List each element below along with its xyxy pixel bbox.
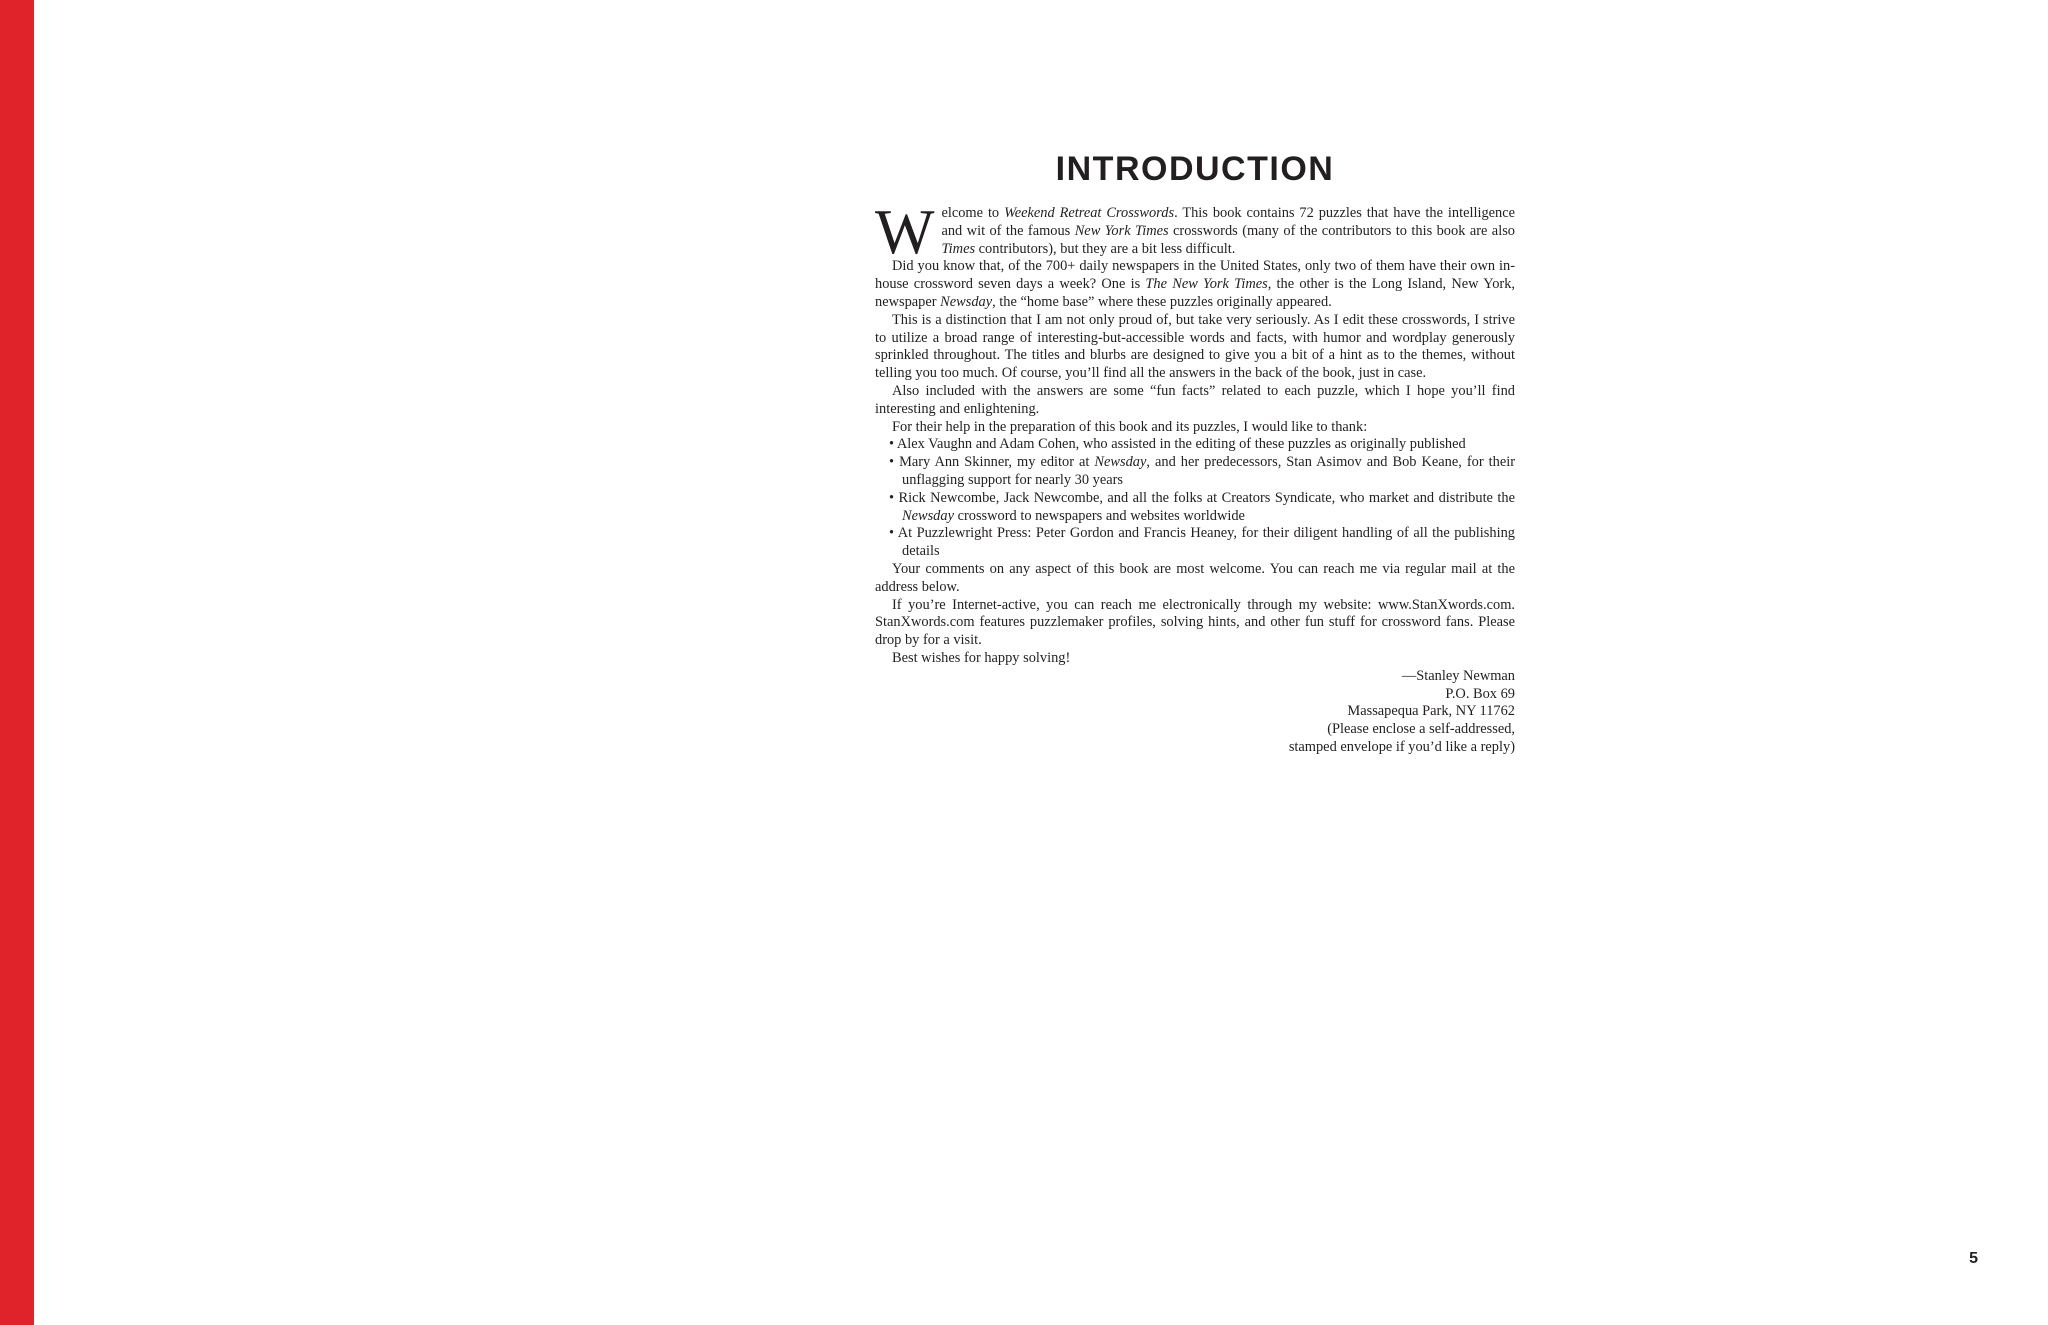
bullet-item — [875, 490, 1515, 526]
text-run: , the “home base” where these puzzles originally appeared. — [992, 293, 1332, 310]
text-run: crosswords (many of the contributors to this book are also — [1168, 222, 1515, 239]
paragraph — [875, 312, 1515, 383]
paragraph — [875, 419, 1515, 437]
text-run: For their help in the preparation of this book and its puzzles, I would like to thank: — [892, 418, 1368, 435]
page-title: INTRODUCTION — [1055, 150, 1335, 188]
signature-block — [875, 668, 1515, 757]
italic-text: Weekend Retreat Crosswords — [1004, 205, 1175, 221]
signature-po-box: P.O. Box 69 — [1445, 685, 1515, 702]
bullet-marker: • — [889, 525, 898, 542]
paragraph — [875, 597, 1515, 650]
text-run: Also included with the answers are some “fun facts” related to each puzzle, which I hope you’ll find interesting and enlightening. — [875, 382, 1515, 417]
text-run: At Puzzlewright Press: Peter Gordon and Francis Heaney, for their diligent handling of all the publishing details — [897, 525, 1515, 560]
signature-note-line1: (Please enclose a self-addressed, — [1327, 721, 1515, 738]
signature-city: Massapequa Park, NY 11762 — [1347, 703, 1515, 720]
italic-text: Newsday — [1094, 454, 1147, 471]
italic-text: Newsday — [902, 507, 954, 524]
intro-page — [875, 150, 1515, 757]
text-run: Best wishes for happy solving! — [892, 649, 1071, 666]
text-run: Rick Newcombe, Jack Newcombe, and all the folks at Creators Syndicate, who market and distribute the — [898, 489, 1515, 506]
italic-text: Newsday — [940, 293, 993, 310]
signature-name: —Stanley Newman — [1401, 667, 1515, 684]
intro-body — [875, 197, 1516, 668]
paragraph — [875, 197, 1516, 267]
bullet-marker: • — [889, 436, 897, 453]
left-page-blank — [34, 0, 874, 1325]
text-run: If you’re Internet-active, you can reach me electronically through my website: www.StanXwords.com. StanXwords.com features puzzlemaker profiles, solving hints, and other fun stuff for crossword fans. Please drop by for a visit. — [875, 596, 1515, 649]
text-run: elcome to — [941, 205, 1005, 221]
italic-text: The New York Times — [1145, 276, 1268, 293]
text-run: . This book contains 72 puzzles that have the intelligence and wit of the famous — [941, 205, 1516, 239]
text-run: This is a distinction that I am not only proud of, but take very seriously. As I edit these crosswords, I strive to utilize a broad range of interesting-but-accessible words and facts, with humor and wordplay generously sprinkled throughout. The titles and blurbs are designed to give you a bit of a hint as to the themes, without telling you too much. Of course, you’ll find all the answers in the back of the book, just in case. — [875, 311, 1515, 382]
text-run: Your comments on any aspect of this book are most welcome. You can reach me via regular mail at the address below. — [875, 560, 1515, 595]
bullet-item — [875, 436, 1515, 454]
bullet-marker: • — [889, 489, 899, 506]
bullet-item — [875, 454, 1515, 490]
bullet-item — [875, 525, 1515, 561]
text-run: Alex Vaughn and Adam Cohen, who assisted in the editing of these puzzles as originally published — [896, 436, 1466, 453]
text-run: , and her predecessors, Stan Asimov and Bob Keane, for their unflagging support for nearly 30 years — [902, 454, 1516, 488]
text-run: Did you know that, of the 700+ daily newspapers in the United States, only two of them have their own in-house crossword seven days a week? One is — [875, 258, 1515, 293]
italic-text: Times — [941, 240, 976, 257]
text-run: Mary Ann Skinner, my editor at — [899, 454, 1095, 471]
text-run: crossword to newspapers and websites worldwide — [953, 507, 1245, 524]
paragraph — [875, 258, 1515, 311]
italic-text: New York Times — [1074, 222, 1169, 239]
spine-accent-bar — [0, 0, 34, 1325]
bullet-marker: • — [889, 454, 900, 471]
paragraph — [875, 650, 1515, 668]
paragraph — [875, 561, 1515, 597]
page-number: 5 — [1969, 1250, 1978, 1267]
signature-note-line2: stamped envelope if you’d like a reply) — [1288, 738, 1515, 755]
drop-cap: W — [875, 197, 935, 267]
text-run: contributors), but they are a bit less difficult. — [975, 240, 1236, 257]
text-run: , the other is the Long Island, New York, newspaper — [875, 276, 1515, 310]
paragraph — [875, 383, 1515, 419]
